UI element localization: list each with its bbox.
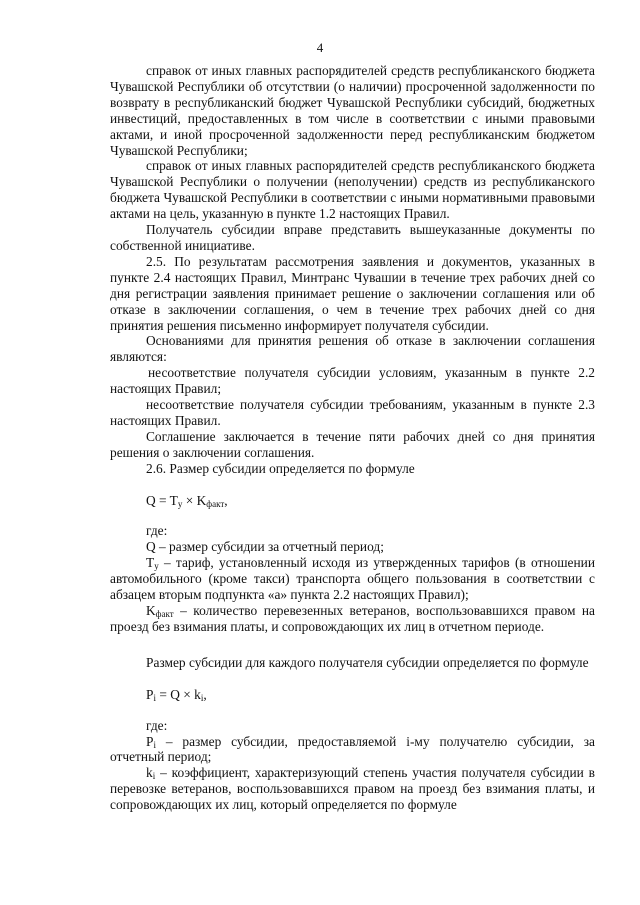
paragraph-own-initiative: Получатель субсидии вправе представить вышеуказанные документы по собственной инициативе. — [110, 222, 595, 253]
definition-q: Q – размер субсидии за отчетный период; — [146, 539, 384, 555]
definition-k-fact: $K_{факт}$ – количество перевезенных ветеранов, воспользовавшихся правом на проезд без взимания платы, и сопровождающих их лиц в отчетном периоде. — [110, 603, 595, 634]
paragraph-funds-certificates: справок от иных главных распорядителей средств республиканского бюджета Чувашской Республики о получении (неполучении) средств из республиканского бюджета Чувашской Республики в соответствии с иными нормативными правовыми актами на цель, указанную в пункте 1.2 настоящих Правил. — [110, 158, 595, 222]
document-body — [110, 63, 595, 813]
where-label-1: где: — [146, 523, 168, 539]
definition-tariff: $T_у$ – тариф, установленный исходя из утвержденных тарифов (в отношении автомобильного (кроме такси) транспорта общего пользования в соответствии с абзацем вторым подпункта «а» пункта 2.2 настоящих Правил); — [110, 555, 595, 603]
definition-p-i: $P_i$ – размер субсидии, предоставляемой i-му получателю субсидии, за отчетный период; — [110, 733, 595, 765]
paragraph-agreement-term: Соглашение заключается в течение пяти рабочих дней со дня принятия решения о заключении соглашения. — [110, 428, 595, 460]
page-number: 4 — [316, 40, 324, 55]
formula-recipient-subsidy: $P_i = Q \times k_i$, — [146, 686, 207, 703]
paragraph-2-6: 2.6. Размер субсидии определяется по формуле — [146, 460, 415, 476]
paragraph-2-5: 2.5. По результатам рассмотрения заявления и документов, указанных в пункте 2.4 настоящих Правил, Минтранс Чувашии в течение трех рабочих дней со дня регистрации заявления принимает решение о заключении соглашения или об отказе в заключении соглашения, о чем в течение трех рабочих дней со дня принятия решения письменно информирует получателя субсидии. — [110, 253, 595, 333]
paragraph-ground-conditions: несоответствие получателя субсидии условиям, указанным в пункте 2.2 настоящих Правил; — [110, 365, 595, 397]
paragraph-refusal-grounds: Основаниями для принятия решения об отказе в заключении соглашения являются: — [110, 333, 595, 365]
paragraph-ground-requirements: несоответствие получателя субсидии требованиям, указанным в пункте 2.3 настоящих Правил. — [110, 397, 595, 428]
formula-subsidy-total: $Q = T_у \times K_{факт}$, — [146, 492, 228, 509]
paragraph-debt-certificates: справок от иных главных распорядителей средств республиканского бюджета Чувашской Республики об отсутствии (о наличии) просроченной задолженности по возврату в республиканский бюджет Чувашской Республики субсидий, бюджетных инвестиций, предоставленных в том числе в соответствии с иными правовыми актами, и иной просроченной задолженности перед республиканским бюджетом Чувашской Республики; — [110, 63, 595, 158]
definition-k-i: $k_i$ – коэффициент, характеризующий степень участия получателя субсидии в перевозке ветеранов, воспользовавшихся правом на проезд без взимания платы, и сопровождающих их лиц, который определяется по формуле — [110, 765, 595, 813]
paragraph-each-recipient: Размер субсидии для каждого получателя субсидии определяется по формуле — [146, 654, 589, 670]
where-label-2: где: — [146, 717, 168, 733]
